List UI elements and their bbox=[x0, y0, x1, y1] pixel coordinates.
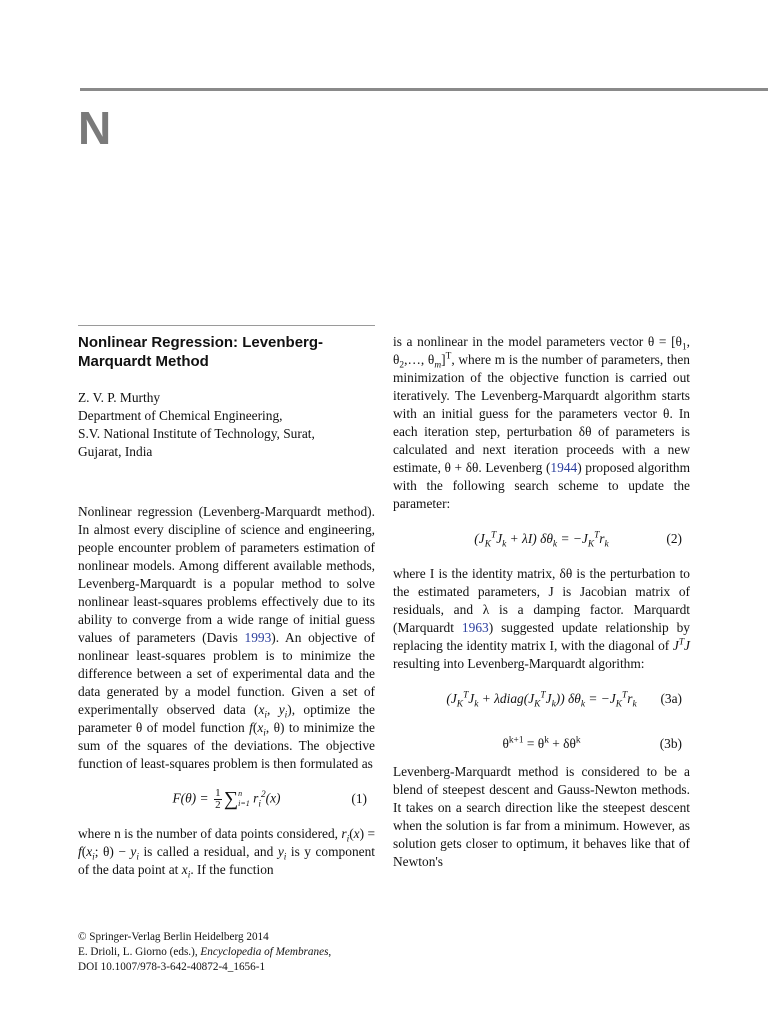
editors-line: E. Drioli, L. Giorno (eds.), Encyclopedia of Membranes, bbox=[78, 946, 332, 958]
equation-1: F(θ) = $\frac{1}{2}$ ∑ n i=1 $r_i^2(x)$ (1) bbox=[172, 786, 367, 811]
affiliation-line: S.V. National Institute of Technology, Surat, bbox=[78, 426, 315, 441]
affiliation-line: Department of Chemical Engineering, bbox=[78, 408, 283, 423]
equation-2: $(J_K^TJ_k + \lambda I) \delta\theta_k = -J_K^Tr_k$ (2) bbox=[474, 530, 682, 550]
article-title: Nonlinear Regression: Levenberg-Marquardt Method bbox=[78, 334, 324, 370]
body-paragraph: is a nonlinear in the model parameters vector $\theta = [\theta_1$, $\theta_2,\dots$, $\theta_m]^T$, where m is the number of parameters, then minimization of the objective function is carried out iteratively. The Levenberg-Marquardt algorithm starts with an initial guess for the parameters vector θ. In each iteration step, perturbation δθ of parameters is calculated and next iteration proceeds with a new estimate, θ + δθ. Levenberg (1944) proposed algorithm with the following search scheme to update the parameter: bbox=[393, 334, 690, 511]
header-rule bbox=[80, 88, 768, 91]
author-name: Z. V. P. Murthy bbox=[78, 390, 161, 405]
copyright-footer bbox=[78, 930, 331, 975]
right-column bbox=[393, 333, 690, 871]
copyright-line: © Springer-Verlag Berlin Heidelberg 2014 bbox=[78, 931, 269, 943]
citation-link[interactable]: 1944 bbox=[550, 460, 578, 475]
equation-number: (2) bbox=[666, 531, 682, 546]
body-paragraph: where n is the number of data points considered, $r_i(x) = f(x_i$; $\theta) - y_i$ is called a residual, and $y_i$ is y component of the data point at $x_i$. If the function bbox=[78, 826, 375, 881]
citation-link[interactable]: 1963 bbox=[461, 620, 489, 635]
equation-number: (1) bbox=[351, 791, 367, 806]
body-paragraph: where I is the identity matrix, δθ is the perturbation to the estimated parameters, J is Jacobian matrix of residuals, and λ is a damping factor. Marquardt (Marquardt 1963) suggested update relationship by replacing the identity matrix I, with the diagonal of $J^TJ$ resulting into Levenberg-Marquardt algorithm: bbox=[393, 566, 691, 671]
equation-number: (3b) bbox=[659, 736, 682, 751]
equation-number: (3a) bbox=[660, 691, 682, 706]
left-column bbox=[78, 333, 375, 879]
affiliation-line: Gujarat, India bbox=[78, 444, 153, 459]
equation-3a: ($J_K^TJ_k$ + $\lambda diag(J_K^TJ_k)$) $\delta\theta_k = -J_K^Tr_k$ (3a) bbox=[446, 690, 682, 710]
title-rule bbox=[78, 325, 375, 326]
equation-3b: $\theta^{k+1} = \theta^k + \delta\theta^k$ (3b) bbox=[502, 735, 682, 751]
doi-line: DOI 10.1007/978-3-642-40872-4_1656-1 bbox=[78, 961, 266, 973]
citation-link[interactable]: 1993 bbox=[244, 630, 272, 645]
body-paragraph: Nonlinear regression (Levenberg-Marquardt method). In almost every discipline of science and engineering, people encounter problem of parameters estimation of nonlinear models. Among different available methods, Levenberg-Marquardt is a popular method to solve nonlinear least-squares problems effectively due to its ability to converge from a wide range of initial guess values of parameters (Davis 1993). An objective of nonlinear least-squares problem is to minimize the difference between a set of experimental data and the data generated by a model function. Given a set of experimentally observed data ($x_i$, $y_i$), optimize the parameter θ of model function $f(x_i$, θ) to minimize the sum of the squares of the deviations. The objective function of least-squares problem is then formulated as bbox=[78, 504, 375, 771]
body-paragraph: Levenberg-Marquardt method is considered to be a blend of steepest descent and Gauss-Newton methods. It takes on a search direction like the steepest descent when the solution is far from a minimum. However, as solution gets closer to optimum, it behaves like that of Newton's bbox=[393, 764, 690, 869]
author-block bbox=[78, 389, 375, 461]
section-letter: N bbox=[78, 102, 112, 154]
